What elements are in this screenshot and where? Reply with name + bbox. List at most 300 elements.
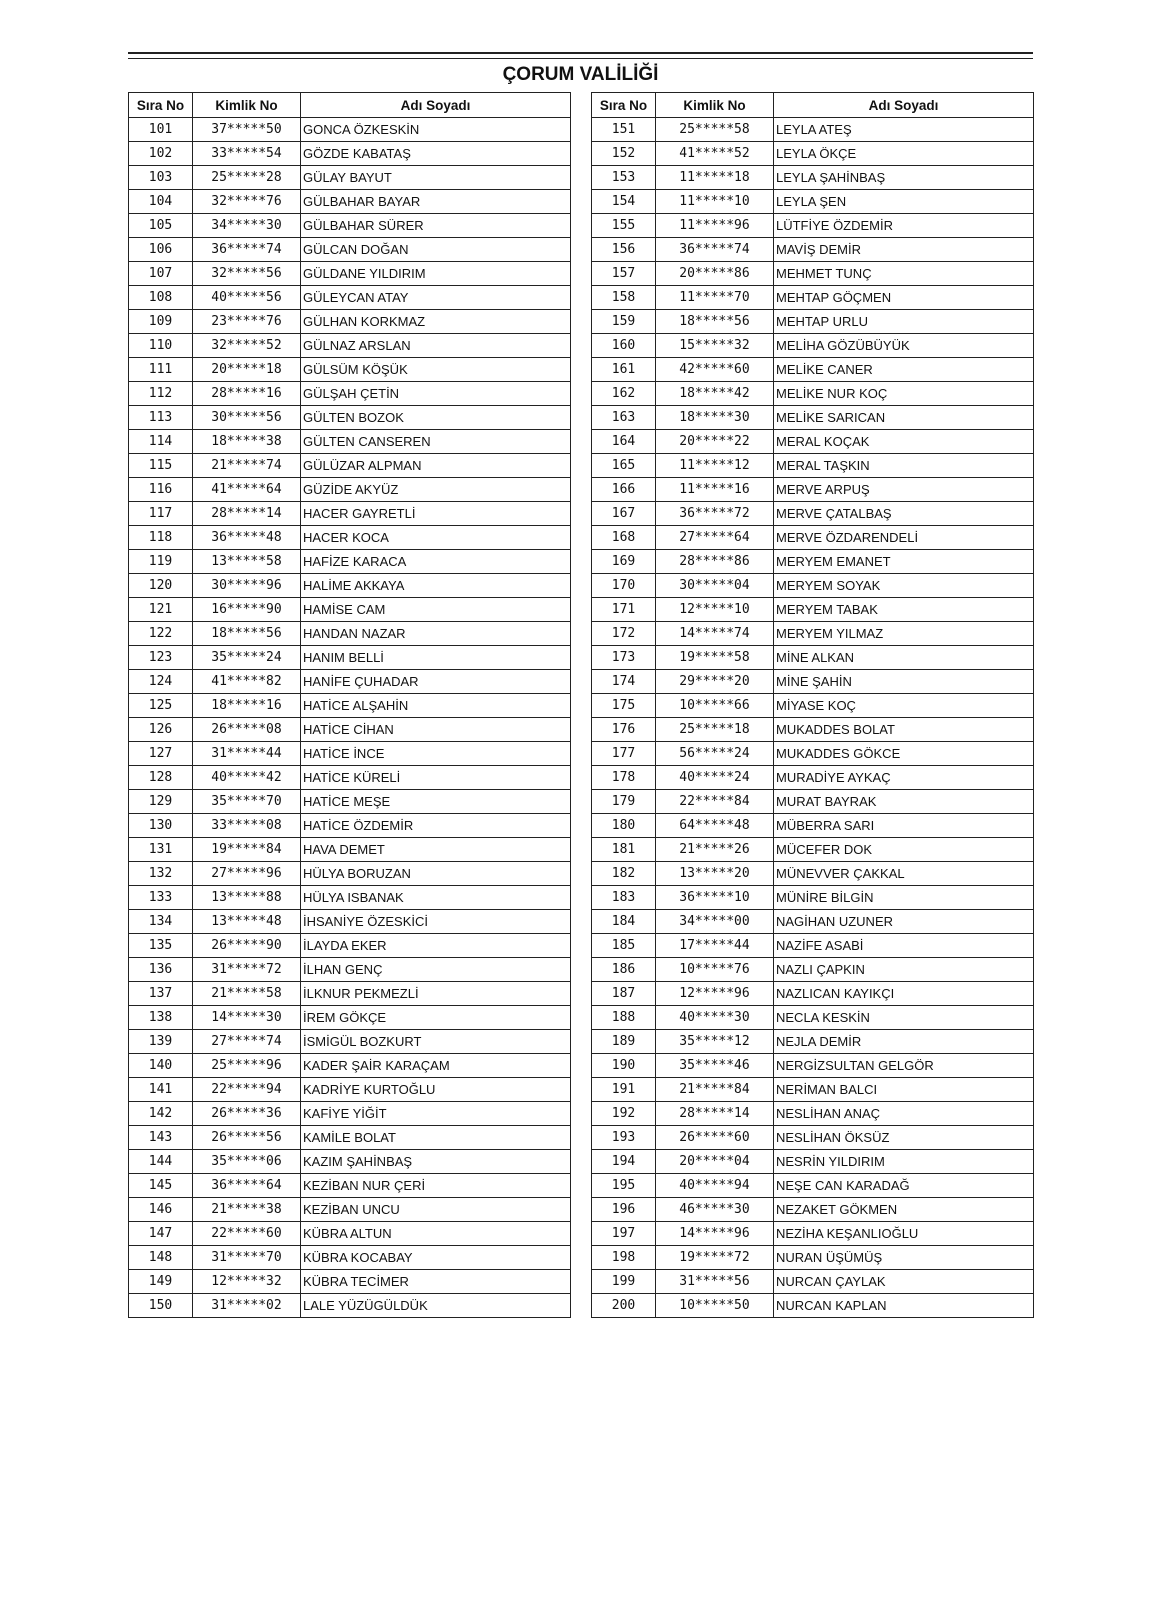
- row-adi-soyadi: HALİME AKKAYA: [301, 574, 571, 598]
- table-row: [592, 526, 1034, 550]
- row-sira-no: 181: [592, 838, 656, 862]
- table-row: [129, 814, 571, 838]
- row-sira-no: 143: [129, 1126, 193, 1150]
- table-row: [592, 478, 1034, 502]
- table-row: [592, 286, 1034, 310]
- row-kimlik-no: 30*****96: [193, 574, 301, 598]
- table-row: [592, 502, 1034, 526]
- row-adi-soyadi: MÜNEVVER ÇAKKAL: [774, 862, 1034, 886]
- row-kimlik-no: 40*****42: [193, 766, 301, 790]
- row-adi-soyadi: HATİCE CİHAN: [301, 718, 571, 742]
- table-row: [592, 910, 1034, 934]
- row-sira-no: 179: [592, 790, 656, 814]
- table-row: [592, 790, 1034, 814]
- row-kimlik-no: 31*****70: [193, 1246, 301, 1270]
- right-column: [591, 92, 1033, 1318]
- row-kimlik-no: 30*****56: [193, 406, 301, 430]
- row-adi-soyadi: KEZİBAN NUR ÇERİ: [301, 1174, 571, 1198]
- row-adi-soyadi: LEYLA ÖKÇE: [774, 142, 1034, 166]
- row-adi-soyadi: NURCAN ÇAYLAK: [774, 1270, 1034, 1294]
- row-kimlik-no: 11*****18: [656, 166, 774, 190]
- table-row: [129, 1222, 571, 1246]
- row-sira-no: 195: [592, 1174, 656, 1198]
- row-adi-soyadi: GÜLAY BAYUT: [301, 166, 571, 190]
- row-adi-soyadi: HACER GAYRETLİ: [301, 502, 571, 526]
- row-kimlik-no: 25*****18: [656, 718, 774, 742]
- table-row: [129, 430, 571, 454]
- row-sira-no: 152: [592, 142, 656, 166]
- row-kimlik-no: 21*****38: [193, 1198, 301, 1222]
- table-row: [592, 262, 1034, 286]
- row-adi-soyadi: GÜLNAZ ARSLAN: [301, 334, 571, 358]
- row-adi-soyadi: MELİKE NUR KOÇ: [774, 382, 1034, 406]
- row-sira-no: 102: [129, 142, 193, 166]
- row-kimlik-no: 41*****82: [193, 670, 301, 694]
- table-row: [129, 790, 571, 814]
- row-kimlik-no: 29*****20: [656, 670, 774, 694]
- row-kimlik-no: 40*****56: [193, 286, 301, 310]
- row-sira-no: 158: [592, 286, 656, 310]
- row-sira-no: 200: [592, 1294, 656, 1318]
- table-row: [592, 118, 1034, 142]
- row-sira-no: 110: [129, 334, 193, 358]
- row-sira-no: 116: [129, 478, 193, 502]
- row-adi-soyadi: NEJLA DEMİR: [774, 1030, 1034, 1054]
- table-row: [592, 454, 1034, 478]
- row-sira-no: 180: [592, 814, 656, 838]
- row-adi-soyadi: İLKNUR PEKMEZLİ: [301, 982, 571, 1006]
- row-kimlik-no: 36*****48: [193, 526, 301, 550]
- row-adi-soyadi: İREM GÖKÇE: [301, 1006, 571, 1030]
- row-sira-no: 146: [129, 1198, 193, 1222]
- row-sira-no: 153: [592, 166, 656, 190]
- row-sira-no: 191: [592, 1078, 656, 1102]
- row-sira-no: 190: [592, 1054, 656, 1078]
- table-row: [592, 1150, 1034, 1174]
- row-adi-soyadi: GÜLÜZAR ALPMAN: [301, 454, 571, 478]
- table-row: [129, 694, 571, 718]
- row-sira-no: 106: [129, 238, 193, 262]
- row-kimlik-no: 27*****96: [193, 862, 301, 886]
- table-row: [129, 670, 571, 694]
- row-sira-no: 134: [129, 910, 193, 934]
- row-kimlik-no: 11*****16: [656, 478, 774, 502]
- row-adi-soyadi: HATİCE KÜRELİ: [301, 766, 571, 790]
- table-row: [592, 190, 1034, 214]
- row-adi-soyadi: MERYEM SOYAK: [774, 574, 1034, 598]
- row-sira-no: 138: [129, 1006, 193, 1030]
- row-sira-no: 120: [129, 574, 193, 598]
- row-sira-no: 107: [129, 262, 193, 286]
- row-sira-no: 101: [129, 118, 193, 142]
- row-adi-soyadi: KAMİLE BOLAT: [301, 1126, 571, 1150]
- row-sira-no: 119: [129, 550, 193, 574]
- row-kimlik-no: 10*****76: [656, 958, 774, 982]
- row-adi-soyadi: HANİFE ÇUHADAR: [301, 670, 571, 694]
- row-kimlik-no: 11*****10: [656, 190, 774, 214]
- row-sira-no: 144: [129, 1150, 193, 1174]
- row-kimlik-no: 21*****84: [656, 1078, 774, 1102]
- row-adi-soyadi: MÜBERRA SARI: [774, 814, 1034, 838]
- row-adi-soyadi: NERİMAN BALCI: [774, 1078, 1034, 1102]
- row-adi-soyadi: MİNE ALKAN: [774, 646, 1034, 670]
- row-adi-soyadi: NAGİHAN UZUNER: [774, 910, 1034, 934]
- table-row: [129, 1102, 571, 1126]
- table-row: [129, 766, 571, 790]
- table-row: [129, 910, 571, 934]
- row-adi-soyadi: KAZIM ŞAHİNBAŞ: [301, 1150, 571, 1174]
- row-kimlik-no: 17*****44: [656, 934, 774, 958]
- row-kimlik-no: 26*****60: [656, 1126, 774, 1150]
- row-sira-no: 127: [129, 742, 193, 766]
- row-sira-no: 135: [129, 934, 193, 958]
- row-kimlik-no: 10*****66: [656, 694, 774, 718]
- table-row: [129, 382, 571, 406]
- row-adi-soyadi: MURAT BAYRAK: [774, 790, 1034, 814]
- table-row: [592, 718, 1034, 742]
- row-kimlik-no: 31*****72: [193, 958, 301, 982]
- row-sira-no: 172: [592, 622, 656, 646]
- row-adi-soyadi: KÜBRA TECİMER: [301, 1270, 571, 1294]
- row-sira-no: 125: [129, 694, 193, 718]
- row-kimlik-no: 27*****74: [193, 1030, 301, 1054]
- row-sira-no: 198: [592, 1246, 656, 1270]
- row-adi-soyadi: HATİCE ALŞAHİN: [301, 694, 571, 718]
- row-kimlik-no: 42*****60: [656, 358, 774, 382]
- row-adi-soyadi: MERVE ÖZDARENDELİ: [774, 526, 1034, 550]
- table-row: [129, 406, 571, 430]
- row-adi-soyadi: NEZAKET GÖKMEN: [774, 1198, 1034, 1222]
- row-kimlik-no: 16*****90: [193, 598, 301, 622]
- row-sira-no: 182: [592, 862, 656, 886]
- table-row: [129, 478, 571, 502]
- row-adi-soyadi: NEŞE CAN KARADAĞ: [774, 1174, 1034, 1198]
- table-row: [129, 862, 571, 886]
- row-sira-no: 123: [129, 646, 193, 670]
- row-kimlik-no: 19*****72: [656, 1246, 774, 1270]
- row-kimlik-no: 21*****74: [193, 454, 301, 478]
- row-adi-soyadi: MİNE ŞAHİN: [774, 670, 1034, 694]
- row-sira-no: 173: [592, 646, 656, 670]
- table-row: [592, 334, 1034, 358]
- table-row: [129, 1198, 571, 1222]
- row-sira-no: 108: [129, 286, 193, 310]
- row-adi-soyadi: NEZİHA KEŞANLIOĞLU: [774, 1222, 1034, 1246]
- table-row: [129, 550, 571, 574]
- row-kimlik-no: 19*****58: [656, 646, 774, 670]
- row-sira-no: 184: [592, 910, 656, 934]
- row-sira-no: 113: [129, 406, 193, 430]
- table-row: [592, 406, 1034, 430]
- row-adi-soyadi: MERVE ARPUŞ: [774, 478, 1034, 502]
- row-adi-soyadi: HANIM BELLİ: [301, 646, 571, 670]
- row-adi-soyadi: KADER ŞAİR KARAÇAM: [301, 1054, 571, 1078]
- row-adi-soyadi: İLHAN GENÇ: [301, 958, 571, 982]
- table-row: [592, 862, 1034, 886]
- row-adi-soyadi: MEHTAP GÖÇMEN: [774, 286, 1034, 310]
- table-row: [129, 1174, 571, 1198]
- table-row: [592, 574, 1034, 598]
- row-kimlik-no: 56*****24: [656, 742, 774, 766]
- row-kimlik-no: 36*****64: [193, 1174, 301, 1198]
- header-adi-soyadi: Adı Soyadı: [774, 93, 1034, 118]
- row-kimlik-no: 14*****74: [656, 622, 774, 646]
- table-row: [129, 118, 571, 142]
- row-adi-soyadi: LÜTFİYE ÖZDEMİR: [774, 214, 1034, 238]
- row-kimlik-no: 46*****30: [656, 1198, 774, 1222]
- row-adi-soyadi: NESLİHAN ÖKSÜZ: [774, 1126, 1034, 1150]
- row-adi-soyadi: GÖZDE KABATAŞ: [301, 142, 571, 166]
- row-kimlik-no: 19*****84: [193, 838, 301, 862]
- row-adi-soyadi: MURADİYE AYKAÇ: [774, 766, 1034, 790]
- page-title: ÇORUM VALİLİĞİ: [502, 64, 659, 85]
- row-kimlik-no: 13*****88: [193, 886, 301, 910]
- row-kimlik-no: 25*****28: [193, 166, 301, 190]
- table-row: [129, 742, 571, 766]
- table-row: [592, 1054, 1034, 1078]
- table-row: [592, 166, 1034, 190]
- row-sira-no: 122: [129, 622, 193, 646]
- row-adi-soyadi: MEHMET TUNÇ: [774, 262, 1034, 286]
- row-kimlik-no: 18*****56: [656, 310, 774, 334]
- row-sira-no: 177: [592, 742, 656, 766]
- row-adi-soyadi: LALE YÜZÜGÜLDÜK: [301, 1294, 571, 1318]
- row-sira-no: 118: [129, 526, 193, 550]
- row-kimlik-no: 11*****12: [656, 454, 774, 478]
- row-adi-soyadi: HATİCE İNCE: [301, 742, 571, 766]
- row-kimlik-no: 32*****56: [193, 262, 301, 286]
- row-adi-soyadi: İHSANİYE ÖZESKİCİ: [301, 910, 571, 934]
- row-adi-soyadi: MERYEM YILMAZ: [774, 622, 1034, 646]
- row-kimlik-no: 35*****46: [656, 1054, 774, 1078]
- row-kimlik-no: 34*****00: [656, 910, 774, 934]
- row-sira-no: 164: [592, 430, 656, 454]
- table-row: [592, 550, 1034, 574]
- row-kimlik-no: 21*****26: [656, 838, 774, 862]
- row-sira-no: 149: [129, 1270, 193, 1294]
- table-row: [129, 1294, 571, 1318]
- row-kimlik-no: 26*****36: [193, 1102, 301, 1126]
- row-sira-no: 124: [129, 670, 193, 694]
- row-kimlik-no: 33*****54: [193, 142, 301, 166]
- row-adi-soyadi: GÜZİDE AKYÜZ: [301, 478, 571, 502]
- row-adi-soyadi: KÜBRA KOCABAY: [301, 1246, 571, 1270]
- row-kimlik-no: 15*****32: [656, 334, 774, 358]
- table-row: [129, 838, 571, 862]
- table-row: [129, 958, 571, 982]
- table-row: [129, 142, 571, 166]
- table-row: [592, 670, 1034, 694]
- row-adi-soyadi: GONCA ÖZKESKİN: [301, 118, 571, 142]
- table-row: [129, 886, 571, 910]
- row-adi-soyadi: NECLA KESKİN: [774, 1006, 1034, 1030]
- row-sira-no: 167: [592, 502, 656, 526]
- table-row: [592, 814, 1034, 838]
- header-sira-no: Sıra No: [129, 93, 193, 118]
- table-row: [129, 1270, 571, 1294]
- row-adi-soyadi: İSMİGÜL BOZKURT: [301, 1030, 571, 1054]
- table-row: [592, 142, 1034, 166]
- row-sira-no: 114: [129, 430, 193, 454]
- row-adi-soyadi: MÜNİRE BİLGİN: [774, 886, 1034, 910]
- row-sira-no: 194: [592, 1150, 656, 1174]
- table-row: [129, 1054, 571, 1078]
- row-sira-no: 151: [592, 118, 656, 142]
- row-sira-no: 132: [129, 862, 193, 886]
- row-adi-soyadi: NURAN ÜŞÜMÜŞ: [774, 1246, 1034, 1270]
- table-row: [129, 166, 571, 190]
- table-row: [592, 1102, 1034, 1126]
- table-row: [129, 718, 571, 742]
- row-kimlik-no: 14*****30: [193, 1006, 301, 1030]
- row-adi-soyadi: MERAL KOÇAK: [774, 430, 1034, 454]
- row-sira-no: 160: [592, 334, 656, 358]
- table-row: [592, 622, 1034, 646]
- table-row: [592, 1294, 1034, 1318]
- row-kimlik-no: 13*****20: [656, 862, 774, 886]
- row-kimlik-no: 36*****72: [656, 502, 774, 526]
- table-row: [129, 598, 571, 622]
- table-row: [129, 262, 571, 286]
- table-row: [592, 1270, 1034, 1294]
- row-sira-no: 156: [592, 238, 656, 262]
- row-adi-soyadi: HÜLYA ISBANAK: [301, 886, 571, 910]
- row-kimlik-no: 26*****90: [193, 934, 301, 958]
- row-sira-no: 159: [592, 310, 656, 334]
- row-adi-soyadi: MAVİŞ DEMİR: [774, 238, 1034, 262]
- table-row: [129, 1030, 571, 1054]
- table-row: [592, 1126, 1034, 1150]
- row-adi-soyadi: HÜLYA BORUZAN: [301, 862, 571, 886]
- row-kimlik-no: 36*****74: [656, 238, 774, 262]
- row-adi-soyadi: KAFİYE YİĞİT: [301, 1102, 571, 1126]
- row-sira-no: 174: [592, 670, 656, 694]
- row-kimlik-no: 11*****96: [656, 214, 774, 238]
- row-sira-no: 117: [129, 502, 193, 526]
- row-adi-soyadi: MERYEM TABAK: [774, 598, 1034, 622]
- row-kimlik-no: 33*****08: [193, 814, 301, 838]
- row-adi-soyadi: GÜLSÜM KÖŞÜK: [301, 358, 571, 382]
- row-sira-no: 163: [592, 406, 656, 430]
- row-adi-soyadi: MELİKE SARICAN: [774, 406, 1034, 430]
- row-kimlik-no: 31*****44: [193, 742, 301, 766]
- row-adi-soyadi: GÜLBAHAR BAYAR: [301, 190, 571, 214]
- row-sira-no: 197: [592, 1222, 656, 1246]
- row-kimlik-no: 28*****16: [193, 382, 301, 406]
- row-kimlik-no: 32*****52: [193, 334, 301, 358]
- row-adi-soyadi: KADRİYE KURTOĞLU: [301, 1078, 571, 1102]
- row-adi-soyadi: NERGİZSULTAN GELGÖR: [774, 1054, 1034, 1078]
- row-kimlik-no: 35*****12: [656, 1030, 774, 1054]
- table-row: [129, 1150, 571, 1174]
- row-kimlik-no: 40*****24: [656, 766, 774, 790]
- row-adi-soyadi: LEYLA ŞAHİNBAŞ: [774, 166, 1034, 190]
- row-sira-no: 103: [129, 166, 193, 190]
- table-row: [592, 1030, 1034, 1054]
- row-adi-soyadi: MERAL TAŞKIN: [774, 454, 1034, 478]
- row-kimlik-no: 12*****10: [656, 598, 774, 622]
- row-kimlik-no: 27*****64: [656, 526, 774, 550]
- row-adi-soyadi: GÜLBAHAR SÜRER: [301, 214, 571, 238]
- row-kimlik-no: 28*****14: [193, 502, 301, 526]
- table-row: [592, 430, 1034, 454]
- row-kimlik-no: 36*****74: [193, 238, 301, 262]
- row-kimlik-no: 26*****56: [193, 1126, 301, 1150]
- row-adi-soyadi: MELİKE CANER: [774, 358, 1034, 382]
- row-adi-soyadi: HACER KOCA: [301, 526, 571, 550]
- table-row: [592, 1246, 1034, 1270]
- row-sira-no: 168: [592, 526, 656, 550]
- table-row: [592, 1198, 1034, 1222]
- table-row: [592, 982, 1034, 1006]
- row-sira-no: 105: [129, 214, 193, 238]
- row-adi-soyadi: MEHTAP URLU: [774, 310, 1034, 334]
- row-kimlik-no: 22*****60: [193, 1222, 301, 1246]
- table-row: [129, 934, 571, 958]
- row-sira-no: 161: [592, 358, 656, 382]
- row-sira-no: 176: [592, 718, 656, 742]
- row-sira-no: 192: [592, 1102, 656, 1126]
- table-row: [592, 214, 1034, 238]
- row-kimlik-no: 20*****86: [656, 262, 774, 286]
- row-sira-no: 128: [129, 766, 193, 790]
- row-sira-no: 109: [129, 310, 193, 334]
- row-kimlik-no: 13*****58: [193, 550, 301, 574]
- row-sira-no: 171: [592, 598, 656, 622]
- row-adi-soyadi: KEZİBAN UNCU: [301, 1198, 571, 1222]
- row-adi-soyadi: GÜLŞAH ÇETİN: [301, 382, 571, 406]
- left-column: [128, 92, 570, 1318]
- row-sira-no: 142: [129, 1102, 193, 1126]
- row-kimlik-no: 40*****30: [656, 1006, 774, 1030]
- row-adi-soyadi: NURCAN KAPLAN: [774, 1294, 1034, 1318]
- table-row: [129, 358, 571, 382]
- table-row: [129, 574, 571, 598]
- row-adi-soyadi: NAZİFE ASABİ: [774, 934, 1034, 958]
- row-adi-soyadi: MUKADDES GÖKCE: [774, 742, 1034, 766]
- row-adi-soyadi: MERYEM EMANET: [774, 550, 1034, 574]
- table-row: [592, 934, 1034, 958]
- table-row: [592, 694, 1034, 718]
- table-row: [592, 1222, 1034, 1246]
- table-header-row: [129, 93, 571, 118]
- row-adi-soyadi: GÜLCAN DOĞAN: [301, 238, 571, 262]
- header-kimlik-no: Kimlik No: [656, 93, 774, 118]
- table-row: [129, 1078, 571, 1102]
- row-kimlik-no: 22*****84: [656, 790, 774, 814]
- table-row: [129, 190, 571, 214]
- row-kimlik-no: 41*****52: [656, 142, 774, 166]
- row-sira-no: 170: [592, 574, 656, 598]
- row-sira-no: 193: [592, 1126, 656, 1150]
- row-adi-soyadi: GÜLDANE YILDIRIM: [301, 262, 571, 286]
- row-kimlik-no: 12*****32: [193, 1270, 301, 1294]
- row-adi-soyadi: GÜLTEN CANSEREN: [301, 430, 571, 454]
- row-kimlik-no: 31*****02: [193, 1294, 301, 1318]
- table-row: [129, 982, 571, 1006]
- row-kimlik-no: 28*****86: [656, 550, 774, 574]
- table-row: [129, 310, 571, 334]
- row-sira-no: 121: [129, 598, 193, 622]
- table-row: [592, 238, 1034, 262]
- table-row: [592, 598, 1034, 622]
- row-sira-no: 115: [129, 454, 193, 478]
- row-sira-no: 189: [592, 1030, 656, 1054]
- row-kimlik-no: 11*****70: [656, 286, 774, 310]
- row-adi-soyadi: İLAYDA EKER: [301, 934, 571, 958]
- row-adi-soyadi: HAVA DEMET: [301, 838, 571, 862]
- row-adi-soyadi: NAZLI ÇAPKIN: [774, 958, 1034, 982]
